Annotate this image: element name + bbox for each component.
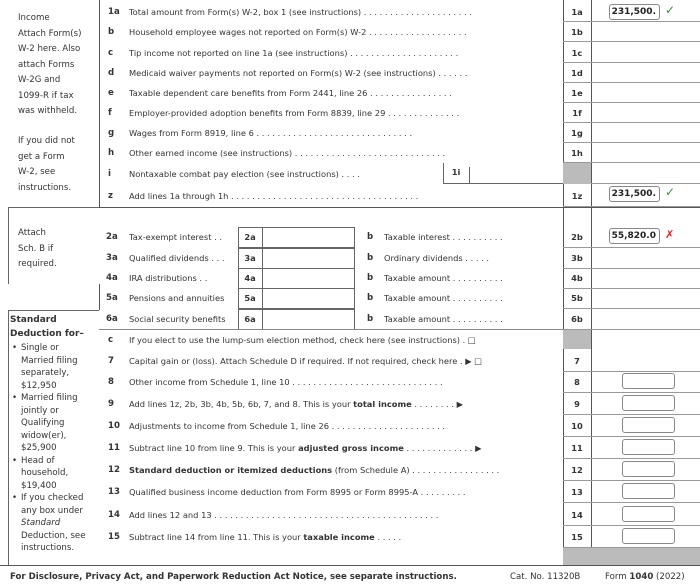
bullet-icon bbox=[12, 442, 21, 455]
sidebar-line: Attach Form(s) bbox=[18, 28, 82, 39]
row-rule bbox=[563, 268, 700, 269]
line-text-left: Tax-exempt interest . . bbox=[129, 232, 223, 242]
line-text-left: Qualified dividends . . . bbox=[129, 253, 225, 263]
x-icon: ✗ bbox=[665, 228, 675, 241]
no-w2-instructions bbox=[18, 134, 88, 196]
std-item bbox=[12, 480, 98, 493]
row-rule bbox=[563, 436, 700, 437]
row-rule bbox=[563, 458, 700, 459]
std-item-text: Head of bbox=[21, 455, 55, 466]
line-number: 14 bbox=[108, 510, 120, 520]
line-number: e bbox=[108, 88, 114, 98]
line-text bbox=[129, 399, 559, 409]
std-item-text: If you checked bbox=[21, 493, 84, 503]
std-item bbox=[12, 417, 98, 430]
line-letter-b: b bbox=[367, 293, 374, 303]
line-number: h bbox=[108, 148, 115, 158]
amount-input[interactable] bbox=[622, 506, 675, 522]
line-text bbox=[129, 356, 559, 366]
line-text-bold: total income bbox=[353, 399, 412, 409]
std-item-text: jointly or bbox=[21, 405, 59, 416]
line-number: 9 bbox=[108, 399, 114, 409]
line-box-label: 6b bbox=[571, 314, 583, 324]
line-text-part: Capital gain or (loss). Attach Schedule D if required. If not required, check here . ▶ □ bbox=[129, 356, 483, 366]
line-text bbox=[129, 532, 559, 542]
std-item-text: Single or bbox=[21, 343, 59, 353]
std-item-text: instructions. bbox=[21, 543, 75, 553]
inner-box-label: 2a bbox=[244, 232, 256, 242]
sidebar-line: W-2G and bbox=[18, 75, 61, 85]
row-rule bbox=[563, 142, 700, 143]
std-item-text: Qualifying bbox=[21, 418, 65, 428]
row-rule bbox=[563, 308, 700, 309]
std-title-line1: Standard bbox=[10, 315, 57, 325]
line-box-label: 1e bbox=[571, 88, 583, 98]
bullet-icon bbox=[12, 542, 21, 555]
row-rule bbox=[563, 392, 700, 393]
std-item bbox=[12, 505, 98, 518]
std-deduction-items bbox=[12, 342, 98, 555]
std-item bbox=[12, 430, 98, 443]
std-item bbox=[12, 467, 98, 480]
footer-form-id bbox=[605, 572, 685, 582]
footer-form-year: (2022) bbox=[653, 572, 685, 582]
std-deduction-title bbox=[10, 313, 84, 341]
line-text-pre: Subtract line 14 from line 11. This is your bbox=[129, 532, 304, 542]
bullet-icon bbox=[12, 517, 21, 530]
line-text-part: Other income from Schedule 1, line 10 . . . . . . . . . . . . . . . . . . . . . . . . . . . . . bbox=[129, 377, 443, 387]
line-text: Household employee wages not reported on Form(s) W-2 . . . . . . . . . . . . . . . . . . . bbox=[129, 27, 467, 37]
line-text: Employer-provided adoption benefits from Form 8839, line 29 . . . . . . . . . . . . . . bbox=[129, 108, 460, 118]
std-item-text: Standard bbox=[21, 518, 61, 528]
line-text bbox=[129, 443, 559, 453]
amount-input[interactable] bbox=[622, 439, 675, 455]
line-number: 2a bbox=[106, 232, 118, 242]
bullet-icon bbox=[12, 505, 21, 518]
line-box-label: 14 bbox=[571, 510, 583, 520]
bullet-icon: • bbox=[12, 455, 18, 466]
inner-box-label: 4a bbox=[244, 273, 256, 283]
divider-main-left-2 bbox=[99, 284, 100, 310]
line-text-post: . . . . . . . . ▶ bbox=[411, 399, 463, 409]
line-box-label: 12 bbox=[571, 465, 583, 475]
sidebar-line: Sch. B if bbox=[18, 243, 54, 254]
line-number: 4a bbox=[106, 273, 118, 283]
row-rule bbox=[563, 371, 700, 372]
line-text-bold: taxable income bbox=[303, 532, 375, 542]
line-box-label: 1f bbox=[572, 108, 582, 118]
inner-box-divider bbox=[262, 288, 263, 309]
amount-input[interactable] bbox=[622, 417, 675, 433]
line-number: 11 bbox=[108, 443, 120, 453]
std-item bbox=[12, 517, 98, 530]
line-box-label: 15 bbox=[571, 532, 583, 542]
income-instructions bbox=[18, 11, 88, 120]
amount-input[interactable] bbox=[622, 395, 675, 411]
inner-box-divider bbox=[262, 268, 263, 289]
std-title-line2: Deduction for– bbox=[10, 329, 84, 339]
row-rule bbox=[563, 288, 700, 289]
footer-form-pre: Form bbox=[605, 572, 630, 582]
line-text bbox=[129, 377, 559, 387]
inner-box-label: 6a bbox=[244, 314, 256, 324]
line-text-post: (from Schedule A) . . . . . . . . . . . . . . . . . bbox=[332, 465, 500, 475]
std-item-text: Married filing bbox=[21, 393, 78, 403]
shade-6c bbox=[563, 330, 591, 349]
line-box-label: 1z bbox=[571, 191, 583, 201]
line-number: 15 bbox=[108, 532, 120, 542]
line-box-label: 11 bbox=[571, 443, 583, 453]
line-text-part: Adjustments to income from Schedule 1, line 26 . . . . . . . . . . . . . . . . . . . . . . bbox=[129, 421, 446, 431]
std-item-text: $12,950 bbox=[21, 380, 57, 391]
footer-rule bbox=[0, 565, 700, 566]
std-item-text: Deduction, see bbox=[21, 530, 86, 541]
line-number: 7 bbox=[108, 356, 114, 366]
sidebar-line: 1099-R if tax bbox=[18, 90, 74, 101]
line-number: f bbox=[108, 108, 112, 118]
std-item bbox=[12, 492, 98, 505]
line-text-bold: Standard deduction or itemized deductions bbox=[129, 465, 333, 475]
amount-input[interactable] bbox=[622, 483, 675, 499]
line-1i-label: 1i bbox=[443, 167, 470, 184]
footer-form-number: 1040 bbox=[629, 572, 654, 582]
std-item-text: Married filing bbox=[21, 355, 78, 366]
bullet-icon bbox=[12, 480, 21, 493]
line-number: 8 bbox=[108, 377, 114, 387]
line-text: Total amount from Form(s) W-2, box 1 (see instructions) . . . . . . . . . . . . . . . . . . . . . bbox=[129, 7, 472, 17]
line-text: Nontaxable combat pay election (see instructions) . . . . bbox=[129, 169, 360, 179]
line-box-label: 5b bbox=[571, 293, 583, 303]
line-text: Wages from Form 8919, line 6 . . . . . . . . . . . . . . . . . . . . . . . . . . . . . . bbox=[129, 128, 413, 138]
sidebar-line: was withheld. bbox=[18, 106, 78, 116]
bullet-icon bbox=[12, 530, 21, 543]
line-text-right: Ordinary dividends . . . . . bbox=[384, 253, 490, 263]
line-text bbox=[129, 510, 559, 520]
std-item bbox=[12, 355, 98, 368]
row-rule bbox=[563, 122, 700, 123]
line-text-left: Social security benefits bbox=[129, 314, 226, 324]
schb-instructions bbox=[18, 226, 88, 273]
std-item bbox=[12, 542, 98, 555]
line-number: b bbox=[108, 27, 115, 37]
line-number: 3a bbox=[106, 253, 118, 263]
line-text-left: Pensions and annuities bbox=[129, 293, 225, 303]
inner-box-label: 3a bbox=[244, 253, 256, 263]
std-item bbox=[12, 367, 98, 380]
line-box-label: 1h bbox=[571, 148, 583, 158]
line-box-label: 1b bbox=[571, 27, 583, 37]
line-box-label: 9 bbox=[574, 399, 580, 409]
line-letter-b: b bbox=[367, 314, 374, 324]
row-rule bbox=[563, 102, 700, 103]
divider-main-left bbox=[99, 0, 100, 207]
bullet-icon bbox=[12, 367, 21, 380]
inner-box-divider bbox=[262, 309, 263, 330]
std-item bbox=[12, 455, 98, 468]
line-text-post: . . . . . bbox=[374, 532, 402, 542]
bullet-icon: • bbox=[12, 493, 18, 503]
row-rule bbox=[563, 480, 700, 481]
sidebar-line: Attach bbox=[18, 228, 46, 238]
line-6c-number: c bbox=[108, 335, 114, 345]
row-rule bbox=[563, 62, 700, 63]
line-text-right: Taxable interest . . . . . . . . . . bbox=[384, 232, 503, 242]
line-number: g bbox=[108, 128, 115, 138]
amount-input[interactable] bbox=[622, 461, 675, 477]
line-text-pre: Subtract line 10 from line 9. This is your bbox=[129, 443, 299, 453]
answer-1a[interactable]: 231,500. bbox=[609, 4, 660, 20]
amount-input[interactable] bbox=[622, 528, 675, 544]
line-number: i bbox=[108, 169, 111, 179]
line-letter-b: b bbox=[367, 253, 374, 263]
footer-cat-no: Cat. No. 11320B bbox=[510, 572, 581, 582]
sidebar-line: Income bbox=[18, 13, 50, 23]
bullet-icon bbox=[12, 355, 21, 368]
std-item-text: widow(er), bbox=[21, 430, 67, 441]
row-rule bbox=[99, 207, 700, 208]
sidebar-line: attach Forms bbox=[18, 59, 75, 70]
row-rule bbox=[563, 41, 700, 42]
row-rule bbox=[563, 525, 700, 526]
std-item-text: separately, bbox=[21, 368, 70, 378]
line-text: Taxable dependent care benefits from Form 2441, line 26 . . . . . . . . . . . . . . . . bbox=[129, 88, 452, 98]
line-number: z bbox=[108, 191, 114, 201]
line-box-label: 1c bbox=[571, 48, 583, 58]
std-item bbox=[12, 530, 98, 543]
row-rule bbox=[99, 329, 563, 330]
line-text-left: IRA distributions . . bbox=[129, 273, 208, 283]
bullet-icon: • bbox=[12, 343, 18, 353]
std-item-text: $19,400 bbox=[21, 480, 57, 491]
line-box-label: 3b bbox=[571, 253, 583, 263]
inner-box-label: 5a bbox=[244, 293, 256, 303]
row-rule bbox=[563, 21, 700, 22]
sidebar-line: required. bbox=[18, 259, 57, 269]
line-text: Add lines 1a through 1h . . . . . . . . . . . . . . . . . . . . . . . . . . . . . . . . . . . . bbox=[129, 191, 419, 201]
check-icon: ✓ bbox=[665, 3, 676, 17]
answer-2b[interactable]: 55,820.0 bbox=[609, 228, 660, 244]
line-number: d bbox=[108, 68, 115, 78]
line-box-label: 1d bbox=[571, 68, 583, 78]
line-number: 6a bbox=[106, 314, 118, 324]
bullet-icon bbox=[12, 430, 21, 443]
line-box-label: 1g bbox=[571, 128, 583, 138]
line-box-label: 4b bbox=[571, 273, 583, 283]
sidebar-line: If you did not bbox=[18, 136, 75, 146]
bullet-icon: • bbox=[12, 393, 18, 403]
line-text: Medicaid waiver payments not reported on Form(s) W-2 (see instructions) . . . . . . bbox=[129, 68, 468, 78]
row-rule bbox=[563, 247, 700, 248]
line-text-part: Add lines 12 and 13 . . . . . . . . . . . . . . . . . . . . . . . . . . . . . . . . . . . . . . . . . . . bbox=[129, 510, 439, 520]
amount-input[interactable] bbox=[622, 373, 675, 389]
sidebar-line: W-2, see bbox=[18, 167, 56, 177]
line-text bbox=[129, 465, 559, 475]
line-letter-b: b bbox=[367, 232, 374, 242]
line-text bbox=[129, 487, 559, 497]
line-text-bold: adjusted gross income bbox=[298, 443, 404, 453]
line-number: 10 bbox=[108, 421, 120, 431]
row-rule bbox=[563, 82, 700, 83]
line-box-label: 13 bbox=[571, 487, 583, 497]
answer-1z[interactable]: 231,500. bbox=[609, 186, 660, 202]
line-text-right: Taxable amount . . . . . . . . . . bbox=[384, 273, 503, 283]
line-number: 12 bbox=[108, 465, 120, 475]
std-item bbox=[12, 392, 98, 405]
std-item bbox=[12, 342, 98, 355]
sidebar-line: instructions. bbox=[18, 182, 72, 193]
inner-box-divider bbox=[262, 227, 263, 248]
line-box-label: 8 bbox=[574, 377, 580, 387]
bullet-icon bbox=[12, 405, 21, 418]
line-letter-b: b bbox=[367, 273, 374, 283]
sidebar-line: get a Form bbox=[18, 151, 65, 162]
line-number: 5a bbox=[106, 293, 118, 303]
check-icon: ✓ bbox=[665, 185, 676, 199]
line-text-pre: Add lines 1z, 2b, 3b, 4b, 5b, 6b, 7, and 8. This is your bbox=[129, 399, 354, 409]
line-text-post: . . . . . . . . . . . . . ▶ bbox=[403, 443, 482, 453]
std-item-text: any box under bbox=[21, 505, 83, 516]
line-text: Other earned income (see instructions) . . . . . . . . . . . . . . . . . . . . . . . . . . . . . bbox=[129, 148, 446, 158]
inner-box-divider bbox=[262, 248, 263, 269]
line-text-right: Taxable amount . . . . . . . . . . bbox=[384, 314, 503, 324]
std-item-text: household, bbox=[21, 468, 69, 478]
line-text bbox=[129, 421, 559, 431]
std-item bbox=[12, 380, 98, 393]
line-number: 13 bbox=[108, 487, 120, 497]
line-box-label: 10 bbox=[571, 421, 583, 431]
line-box-label: 1a bbox=[571, 7, 583, 17]
bullet-icon bbox=[12, 380, 21, 393]
line-text-part: Qualified business income deduction from Form 8995 or Form 8995-A . . . . . . . . . bbox=[129, 487, 466, 497]
shade-bottom bbox=[563, 548, 700, 565]
shade-1i bbox=[563, 163, 591, 184]
line-box-label: 7 bbox=[574, 356, 580, 366]
std-item-text: $25,900 bbox=[21, 443, 57, 453]
line-box-label: 2b bbox=[571, 232, 583, 242]
std-item bbox=[12, 442, 98, 455]
bullet-icon bbox=[12, 417, 21, 430]
std-item bbox=[12, 405, 98, 418]
bullet-icon bbox=[12, 467, 21, 480]
line-number: c bbox=[108, 48, 114, 58]
row-rule bbox=[563, 502, 700, 503]
line-text-right: Taxable amount . . . . . . . . . . bbox=[384, 293, 503, 303]
line-text: Tip income not reported on line 1a (see instructions) . . . . . . . . . . . . . . . . . . . . . bbox=[129, 48, 459, 58]
row-rule bbox=[563, 414, 700, 415]
line-number: 1a bbox=[108, 7, 120, 17]
footer-notice: For Disclosure, Privacy Act, and Paperwork Reduction Act Notice, see separate instructions. bbox=[10, 572, 457, 582]
sidebar-line: W-2 here. Also bbox=[18, 44, 81, 54]
line-6c-text[interactable]: If you elect to use the lump-sum election method, check here (see instructions) . □ bbox=[129, 335, 476, 345]
